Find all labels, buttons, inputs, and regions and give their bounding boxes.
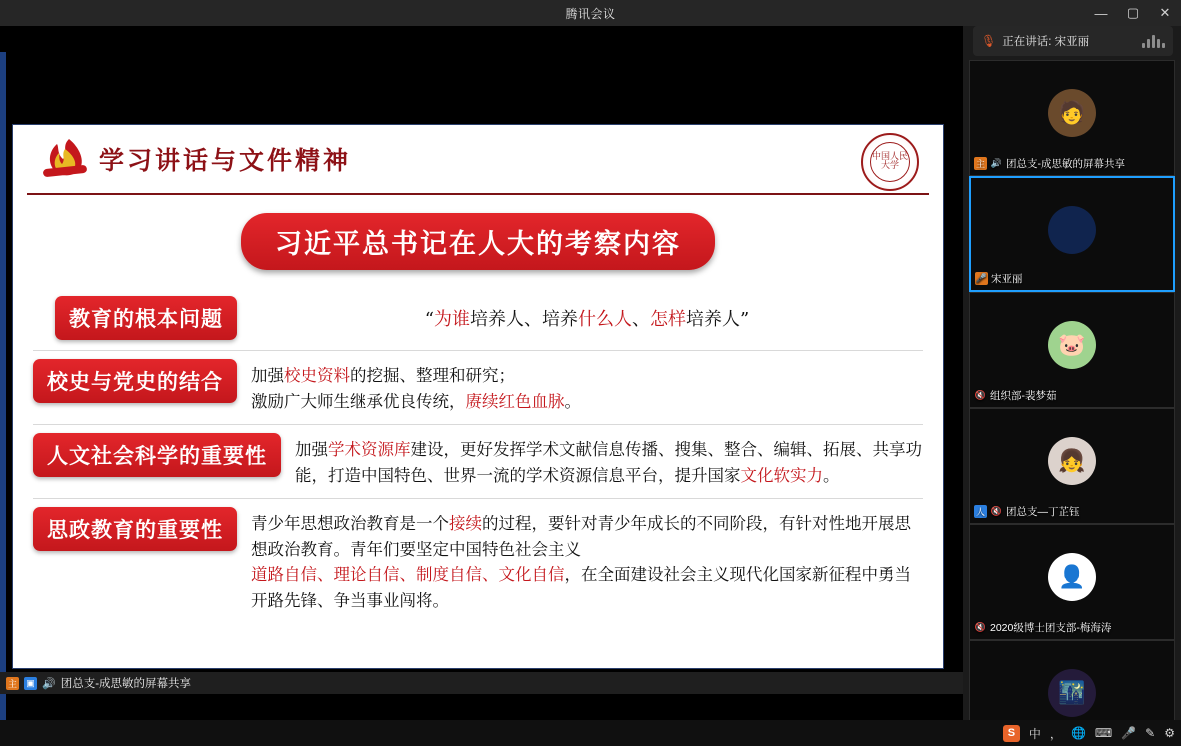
microphone-icon: 🔊: [990, 158, 1003, 168]
participant-tile[interactable]: [969, 408, 1175, 524]
ime-item-1[interactable]: ，: [1049, 726, 1062, 741]
participant-name: 宋亚丽: [991, 273, 1023, 285]
participant-tile[interactable]: [969, 60, 1175, 176]
slide-banner-wrap: [13, 213, 943, 270]
participant-tile[interactable]: [969, 524, 1175, 640]
sogou-ime-icon[interactable]: S: [1003, 725, 1020, 742]
participants-panel: [963, 26, 1181, 720]
ime-tray[interactable]: [1003, 725, 1175, 742]
avatar: 🐷: [1048, 321, 1096, 369]
microphone-icon: 🎤: [975, 273, 988, 283]
avatar: [1048, 206, 1096, 254]
participant-tile[interactable]: [969, 292, 1175, 408]
camera-icon: ▣: [24, 677, 37, 690]
slide-header-title: 学习讲话与文件精神: [99, 146, 352, 175]
title-bar: [0, 0, 1181, 26]
slide-row-tag: 思政教育的重要性: [33, 507, 237, 551]
slide-row: [33, 425, 923, 499]
torch-flame-icon: [39, 137, 91, 183]
left-blue-strip: [0, 52, 6, 746]
participant-name: 组织部-裴梦茹: [990, 390, 1057, 402]
minimize-button[interactable]: —: [1094, 5, 1108, 21]
microphone-icon: 🔇: [974, 390, 987, 400]
ime-item-0[interactable]: 中: [1028, 726, 1041, 741]
window-title: 腾讯会议: [565, 6, 616, 21]
slide-row: [33, 288, 923, 351]
share-status-bar: [0, 672, 963, 694]
participant-label: [974, 504, 1080, 519]
ime-item-6[interactable]: ⚙: [1164, 726, 1175, 740]
maximize-button[interactable]: ▢: [1126, 5, 1140, 20]
ime-item-5[interactable]: ✎: [1145, 726, 1156, 740]
slide-row-tag: 校史与党史的结合: [33, 359, 237, 403]
host-badge-icon: 主: [7, 678, 17, 689]
microphone-icon: 🎙: [981, 34, 997, 48]
active-speaker-banner: [973, 26, 1173, 56]
close-button[interactable]: ✕: [1159, 5, 1171, 20]
participant-label: [975, 271, 1023, 286]
slide-banner-title: 习近平总书记在人大的考察内容: [241, 213, 715, 270]
slide-content-rows: [33, 288, 923, 624]
slide-row-tag: 教育的根本问题: [55, 296, 237, 340]
slide-row: [33, 351, 923, 425]
window-controls: [1085, 0, 1181, 26]
participant-label: [974, 388, 1057, 403]
avatar: 👤: [1048, 553, 1096, 601]
avatar: 🌃: [1048, 669, 1096, 717]
ime-item-2[interactable]: 🌐: [1070, 726, 1086, 740]
participant-tile[interactable]: [969, 176, 1175, 292]
microphone-icon: 🔇: [974, 622, 987, 632]
slide-row-body: “为谁培养人、培养什么人、怎样培养人”: [424, 309, 750, 330]
participant-label: [974, 156, 1125, 171]
slide-row-body: 加强校史资料的挖掘、整理和研究； 激励广大师生继承优良传统，赓续红色血脉。: [251, 366, 581, 411]
microphone-icon: 🔇: [990, 506, 1003, 516]
seal-text: 中国人民大学: [870, 142, 910, 182]
avatar: 🧑: [1048, 89, 1096, 137]
participant-name: 团总支—丁芷钰: [1006, 506, 1080, 518]
ime-item-3[interactable]: ⌨: [1094, 726, 1113, 740]
participant-name: 2020级博士团支部-梅海涛: [990, 622, 1112, 634]
ime-item-4[interactable]: 🎤: [1121, 726, 1137, 740]
slide-header: [27, 133, 929, 195]
system-taskbar: [0, 720, 1181, 746]
camera-badge-icon: 人: [975, 507, 985, 517]
participant-name: 团总支-成思敏的屏幕共享: [1006, 158, 1125, 170]
speaker-icon: 🔊: [42, 677, 56, 690]
slide-row-body: 青少年思想政治教育是一个接续的过程，要针对青少年成长的不同阶段，有针对性地开展思想政治教育。青年们要坚定中国特色社会主义 道路自信、理论自信、制度自信、文化自信，在全面建设社会主义现代化国家新征程中勇当开路先锋、争当事业闯将。: [251, 514, 911, 610]
shared-screen-stage: [0, 26, 963, 720]
presentation-slide: [12, 124, 944, 669]
participant-label: [974, 620, 1111, 635]
slide-row: [33, 499, 923, 623]
university-seal-icon: [861, 133, 919, 191]
slide-row-body: 加强学术资源库建设，更好发挥学术文献信息传播、搜集、整合、编辑、拓展、共享功能，打造中国特色、世界一流的学术资源信息平台，提升国家文化软实力。: [295, 440, 922, 485]
share-status-text: 团总支-成思敏的屏幕共享: [60, 678, 192, 690]
active-speaker-text: 正在讲话: 宋亚丽: [1002, 36, 1090, 48]
slide-row-tag: 人文社会科学的重要性: [33, 433, 281, 477]
avatar: 👧: [1048, 437, 1096, 485]
host-badge-icon: 主: [975, 159, 985, 169]
audio-wave-icon: [1142, 34, 1165, 48]
